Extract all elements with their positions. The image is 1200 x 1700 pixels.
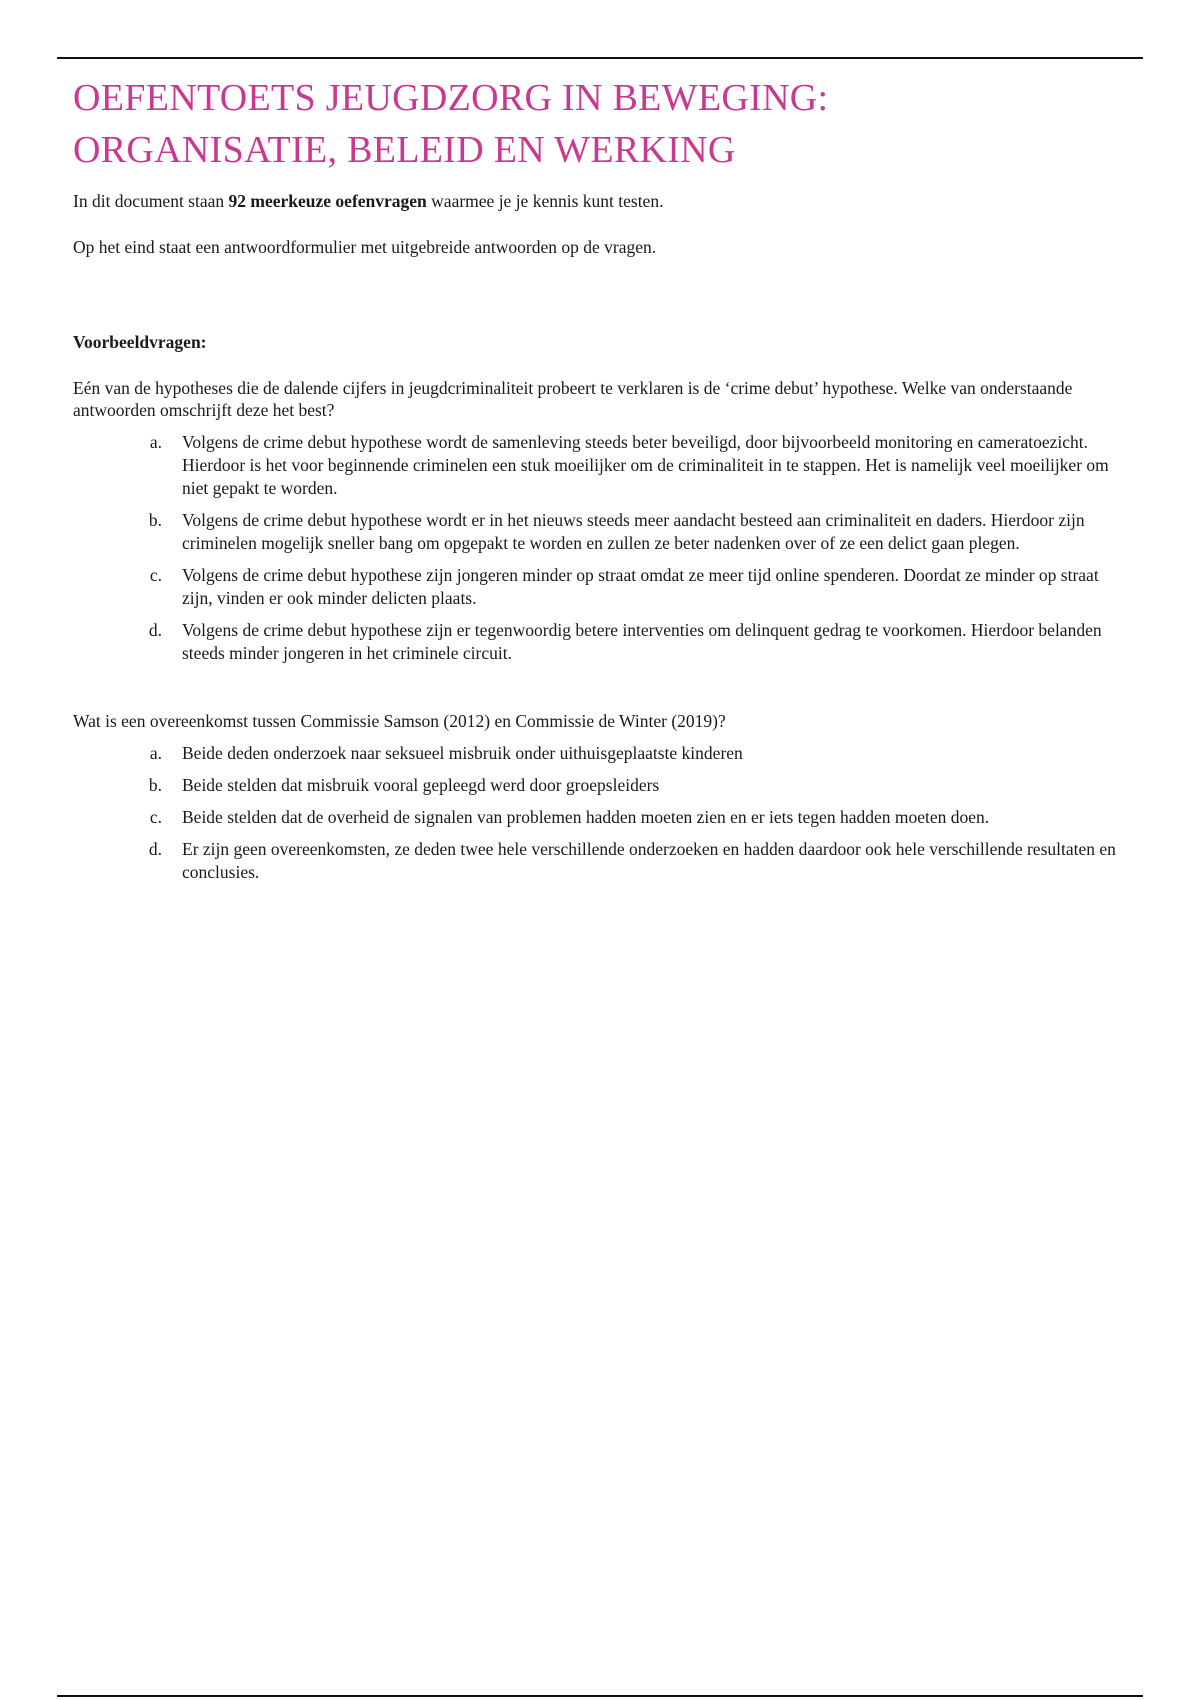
section-heading: Voorbeeldvragen: bbox=[73, 332, 207, 352]
title-line-1: OEFENTOETS JEUGDZORG IN BEWEGING: bbox=[73, 77, 829, 119]
intro-paragraph-2: Op het eind staat een antwoordformulier met uitgebreide antwoorden op de vragen. bbox=[73, 237, 657, 257]
option-text: Er zijn geen overeenkomsten, ze deden twee hele verschillende onderzoeken en hadden daardoor ook hele verschillende resultaten en conclusies. bbox=[182, 839, 1116, 882]
option-letter: c. bbox=[149, 565, 162, 585]
answer-option-a bbox=[73, 431, 1133, 500]
option-letter: b. bbox=[148, 775, 162, 795]
answer-option-c bbox=[73, 564, 1133, 610]
option-text: Volgens de crime debut hypothese zijn jongeren minder op straat omdat ze meer tijd online spenderen. Doordat ze minder op straat zijn, vinden er ook minder delicten plaats. bbox=[182, 565, 1099, 608]
answer-option-c bbox=[73, 806, 1133, 829]
answer-option-b bbox=[73, 509, 1133, 555]
question-block-2 bbox=[73, 710, 1133, 884]
option-text: Beide stelden dat misbruik vooral gepleegd werd door groepsleiders bbox=[182, 775, 660, 795]
question-text: Wat is een overeenkomst tussen Commissie Samson (2012) en Commissie de Winter (2019)? bbox=[73, 711, 726, 731]
option-text: Beide stelden dat de overheid de signalen van problemen hadden moeten zien en er iets tegen hadden moeten doen. bbox=[182, 807, 990, 827]
intro-text-after: waarmee je je kennis kunt testen. bbox=[426, 191, 664, 211]
document-page bbox=[73, 72, 1133, 893]
option-text: Beide deden onderzoek naar seksueel misbruik onder uithuisgeplaatste kinderen bbox=[182, 743, 743, 763]
answer-option-b bbox=[73, 774, 1133, 797]
top-rule bbox=[57, 57, 1143, 59]
option-letter: c. bbox=[149, 807, 162, 827]
option-text: Volgens de crime debut hypothese zijn er tegenwoordig betere interventies om delinquent gedrag te voorkomen. Hierdoor belanden steeds minder jongeren in het criminele circuit. bbox=[182, 620, 1102, 663]
option-letter: b. bbox=[148, 510, 162, 530]
answer-options bbox=[73, 742, 1133, 884]
option-letter: d. bbox=[148, 839, 162, 859]
option-text: Volgens de crime debut hypothese wordt er in het nieuws steeds meer aandacht besteed aan criminaliteit en daders. Hierdoor zijn criminelen mogelijk sneller bang om opgepakt te worden en zullen ze beter nadenken over of ze een delict gaan plegen. bbox=[182, 510, 1085, 553]
answer-option-d bbox=[73, 838, 1133, 884]
option-letter: a. bbox=[149, 743, 162, 763]
bottom-rule bbox=[57, 1695, 1143, 1697]
question-block-1 bbox=[73, 377, 1133, 665]
title-line-2: ORGANISATIE, BELEID EN WERKING bbox=[73, 129, 736, 171]
answer-option-a bbox=[73, 742, 1133, 765]
intro-text-before: In dit document staan bbox=[73, 191, 229, 211]
option-letter: a. bbox=[149, 432, 162, 452]
answer-option-d bbox=[73, 619, 1133, 665]
option-text: Volgens de crime debut hypothese wordt de samenleving steeds beter beveiligd, door bijvoorbeeld monitoring en cameratoezicht. Hierdoor is het voor beginnende criminelen een stuk moeilijker om de criminaliteit in te stappen. Het is namelijk veel moeilijker om niet gepakt te worden. bbox=[182, 432, 1109, 498]
question-text: Eén van de hypotheses die de dalende cijfers in jeugdcriminaliteit probeert te verklaren is de ‘crime debut’ hypothese. Welke van onderstaande antwoorden omschrijft deze het best? bbox=[73, 378, 1073, 420]
option-letter: d. bbox=[148, 620, 162, 640]
intro-question-count: 92 meerkeuze oefenvragen bbox=[228, 191, 427, 211]
intro-paragraph-1 bbox=[73, 190, 1133, 212]
document-title bbox=[73, 72, 1133, 176]
answer-options bbox=[73, 431, 1133, 665]
